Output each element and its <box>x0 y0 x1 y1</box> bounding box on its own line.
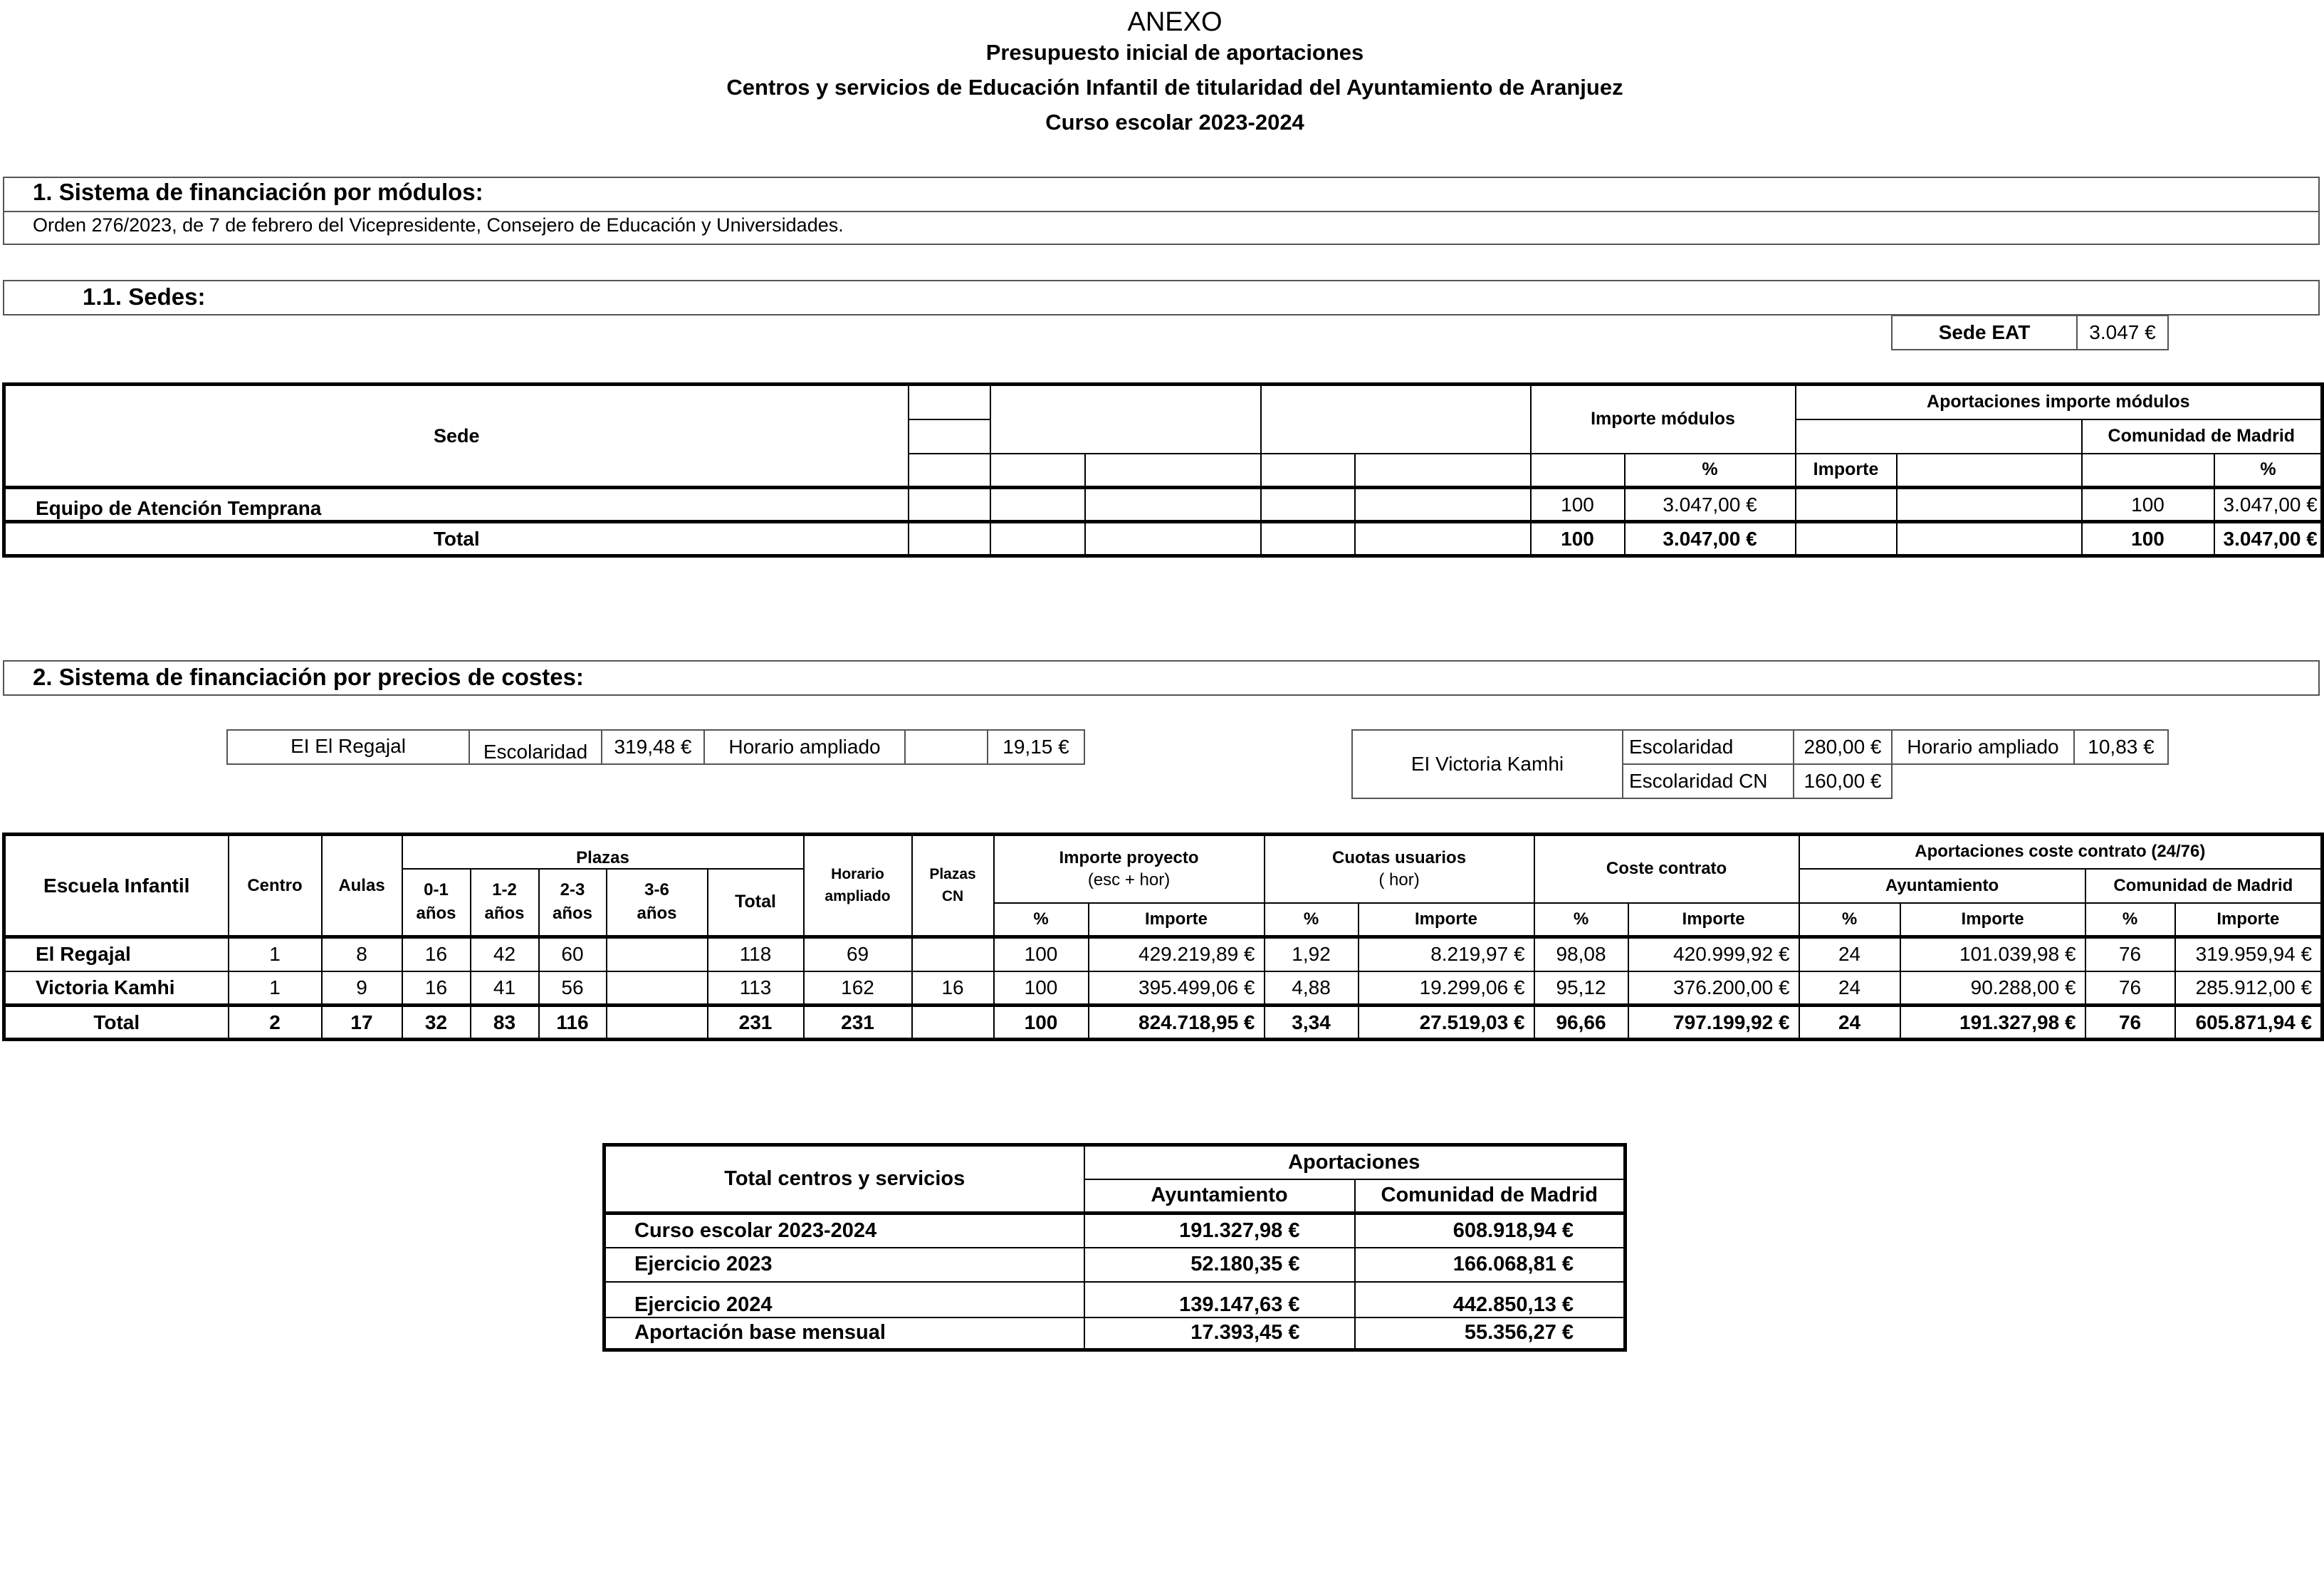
costes-row-cc-imp: 376.200,00 € <box>1628 971 1799 1006</box>
sedes-row-cm-importe: 3.047,00 € <box>2214 488 2323 522</box>
costes-row-cc-pct: 98,08 <box>1534 937 1628 971</box>
costes-h-ayto: Ayuntamiento <box>1799 869 2085 903</box>
victoria-hor-label: Horario ampliado <box>1892 730 2074 764</box>
sedes-total-pct: 100 <box>1531 522 1625 556</box>
costes-total-p01: 32 <box>402 1006 471 1040</box>
sedes-h-aportaciones: Aportaciones importe módulos <box>1796 385 2323 419</box>
sede-eat-value: 3.047 € <box>2077 315 2168 350</box>
table-total-row <box>4 1006 2323 1040</box>
costes-row-centro: 1 <box>229 937 322 971</box>
anexo-title: ANEXO <box>1127 7 1223 37</box>
costes-h-horario: Horario ampliado <box>804 835 912 937</box>
sedes-h-empty <box>2082 454 2214 488</box>
costes-h-plazas: Plazas <box>402 835 804 869</box>
sedes-total-importe: 3.047,00 € <box>1625 522 1796 556</box>
sedes-total-cm-pct: 100 <box>2082 522 2214 556</box>
costes-h-cu-pct: % <box>1265 903 1359 937</box>
sedes-h-empty <box>1355 454 1531 488</box>
costes-h-coste: Coste contrato <box>1534 835 1799 903</box>
costes-h-cm-imp: Importe <box>2175 903 2323 937</box>
costes-h-cc-imp: Importe <box>1628 903 1799 937</box>
costes-total-ay-imp: 191.327,98 € <box>1900 1006 2085 1040</box>
costes-table <box>2 833 2324 1041</box>
header-line2: Centros y servicios de Educación Infantil de titularidad del Ayuntamiento de Aranjuez <box>726 75 1623 100</box>
costes-row-cu-imp: 8.219,97 € <box>1359 937 1534 971</box>
victoria-esccn-value: 160,00 € <box>1794 764 1892 798</box>
costes-row-p36 <box>607 937 708 971</box>
sedes-table <box>2 382 2324 558</box>
sedes-h-empty <box>990 385 1261 454</box>
costes-total-horario: 231 <box>804 1006 912 1040</box>
costes-row-p01: 16 <box>402 971 471 1006</box>
costes-total-ay-pct: 24 <box>1799 1006 1900 1040</box>
sedes-h-empty <box>1531 454 1625 488</box>
sedes-h-empty <box>1796 419 2082 454</box>
table-row <box>4 488 2323 522</box>
summary-row-cm: 442.850,13 € <box>1355 1282 1626 1318</box>
costes-row-ay-imp: 101.039,98 € <box>1900 937 2085 971</box>
costes-row-cu-pct: 4,88 <box>1265 971 1359 1006</box>
sedes-h-empty <box>1261 454 1355 488</box>
costes-total-name: Total <box>4 1006 229 1040</box>
costes-total-aulas: 17 <box>322 1006 402 1040</box>
summary-row-cm: 55.356,27 € <box>1355 1318 1626 1350</box>
header-line1: Presupuesto inicial de aportaciones <box>985 40 1364 65</box>
sedes-h-sede: Sede <box>4 385 909 488</box>
costes-total-cn <box>912 1006 994 1040</box>
costes-total-cu-pct: 3,34 <box>1265 1006 1359 1040</box>
costes-h-ip-pct: % <box>994 903 1089 937</box>
costes-total-centro: 2 <box>229 1006 322 1040</box>
costes-total-p12: 83 <box>471 1006 539 1040</box>
summary-row-ayto: 17.393,45 € <box>1084 1318 1355 1350</box>
table-row <box>604 1248 1626 1282</box>
table-row <box>4 937 2323 971</box>
summary-row-label: Curso escolar 2023-2024 <box>604 1214 1084 1248</box>
summary-h-aportaciones: Aportaciones <box>1084 1145 1626 1179</box>
section1-orden: Orden 276/2023, de 7 de febrero del Vicepresidente, Consejero de Educación y Universidades. <box>33 214 844 236</box>
sedes-row-importe: 3.047,00 € <box>1625 488 1796 522</box>
regajal-price-box <box>226 729 1085 765</box>
summary-h-cm: Comunidad de Madrid <box>1355 1179 1626 1214</box>
sedes-h-empty <box>1261 385 1531 454</box>
costes-h-p12: 1-2 años <box>471 869 539 937</box>
costes-h-cu-imp: Importe <box>1359 903 1534 937</box>
costes-total-total: 231 <box>708 1006 804 1040</box>
sedes-h-pct: % <box>1625 454 1796 488</box>
regajal-esc-label: Escolaridad <box>469 730 602 764</box>
table-row <box>4 971 2323 1006</box>
summary-row-label: Aportación base mensual <box>604 1318 1084 1350</box>
victoria-esc-value: 280,00 € <box>1794 730 1892 764</box>
costes-row-cm-pct: 76 <box>2085 971 2175 1006</box>
costes-h-ay-pct: % <box>1799 903 1900 937</box>
costes-h-escuela: Escuela Infantil <box>4 835 229 937</box>
sedes-h-empty <box>1085 454 1261 488</box>
sedes-row-name: Equipo de Atención Temprana <box>4 488 909 522</box>
costes-total-cm-pct: 76 <box>2085 1006 2175 1040</box>
costes-row-ip-imp: 429.219,89 € <box>1089 937 1265 971</box>
sedes-h-empty <box>1897 454 2082 488</box>
sedes-total-cm-importe: 3.047,00 € <box>2214 522 2323 556</box>
sedes-row-pct: 100 <box>1531 488 1625 522</box>
costes-h-ip-imp: Importe <box>1089 903 1265 937</box>
costes-row-ay-pct: 24 <box>1799 937 1900 971</box>
costes-h-cc-pct: % <box>1534 903 1628 937</box>
costes-row-ip-pct: 100 <box>994 937 1089 971</box>
regajal-hor-label: Horario ampliado <box>704 730 905 764</box>
sedes-h-cm-pct: % <box>2214 454 2323 488</box>
regajal-name: EI El Regajal <box>227 730 469 764</box>
costes-total-cm-imp: 605.871,94 € <box>2175 1006 2323 1040</box>
summary-h-total: Total centros y servicios <box>604 1145 1084 1214</box>
sedes-h-empty <box>909 419 990 454</box>
costes-row-p01: 16 <box>402 937 471 971</box>
sedes-h-importe-modulos: Importe módulos <box>1531 385 1796 454</box>
section11-box <box>3 280 2320 315</box>
costes-row-ip-imp: 395.499,06 € <box>1089 971 1265 1006</box>
costes-row-total: 113 <box>708 971 804 1006</box>
costes-total-cc-imp: 797.199,92 € <box>1628 1006 1799 1040</box>
costes-h-plazascn: Plazas CN <box>912 835 994 937</box>
summary-row-cm: 608.918,94 € <box>1355 1214 1626 1248</box>
costes-row-cu-pct: 1,92 <box>1265 937 1359 971</box>
sedes-h-empty <box>909 454 990 488</box>
costes-h-aportaciones: Aportaciones coste contrato (24/76) <box>1799 835 2323 869</box>
costes-row-ip-pct: 100 <box>994 971 1089 1006</box>
costes-h-total: Total <box>708 869 804 937</box>
sedes-h-empty <box>990 454 1085 488</box>
summary-row-label: Ejercicio 2024 <box>604 1282 1084 1318</box>
costes-h-aulas: Aulas <box>322 835 402 937</box>
costes-h-importe-proyecto: Importe proyecto (esc + hor) <box>994 835 1265 903</box>
costes-h-cuotas: Cuotas usuarios ( hor) <box>1265 835 1534 903</box>
costes-total-cc-pct: 96,66 <box>1534 1006 1628 1040</box>
costes-total-ip-imp: 824.718,95 € <box>1089 1006 1265 1040</box>
costes-row-cm-imp: 285.912,00 € <box>2175 971 2323 1006</box>
costes-row-name: Victoria Kamhi <box>4 971 229 1006</box>
summary-h-ayto: Ayuntamiento <box>1084 1179 1355 1214</box>
summary-row-cm: 166.068,81 € <box>1355 1248 1626 1282</box>
costes-row-cc-pct: 95,12 <box>1534 971 1628 1006</box>
costes-row-horario: 162 <box>804 971 912 1006</box>
regajal-esc-value: 319,48 € <box>602 730 704 764</box>
sedes-total-name: Total <box>4 522 909 556</box>
section11-title: 1.1. Sedes: <box>83 283 206 310</box>
costes-total-p23: 116 <box>539 1006 607 1040</box>
sedes-h-importe: Importe <box>1796 454 1897 488</box>
section2-title: 2. Sistema de financiación por precios de costes: <box>33 664 584 690</box>
costes-total-cu-imp: 27.519,03 € <box>1359 1006 1534 1040</box>
header-line3: Curso escolar 2023-2024 <box>1045 110 1304 135</box>
costes-row-aulas: 8 <box>322 937 402 971</box>
costes-row-cc-imp: 420.999,92 € <box>1628 937 1799 971</box>
sede-eat-label: Sede EAT <box>1892 315 2077 350</box>
summary-table <box>602 1143 1627 1352</box>
victoria-esc-label: Escolaridad <box>1623 730 1794 764</box>
costes-row-p36 <box>607 971 708 1006</box>
summary-row-label: Ejercicio 2023 <box>604 1248 1084 1282</box>
costes-row-total: 118 <box>708 937 804 971</box>
costes-h-cm-pct: % <box>2085 903 2175 937</box>
costes-row-p12: 42 <box>471 937 539 971</box>
costes-h-centro: Centro <box>229 835 322 937</box>
summary-row-ayto: 52.180,35 € <box>1084 1248 1355 1282</box>
costes-row-aulas: 9 <box>322 971 402 1006</box>
costes-total-ip-pct: 100 <box>994 1006 1089 1040</box>
victoria-esccn-label: Escolaridad CN <box>1623 764 1794 798</box>
costes-row-p12: 41 <box>471 971 539 1006</box>
table-row <box>604 1214 1626 1248</box>
costes-h-p23: 2-3 años <box>539 869 607 937</box>
table-row <box>604 1282 1626 1318</box>
costes-h-cm: Comunidad de Madrid <box>2085 869 2323 903</box>
costes-row-ay-pct: 24 <box>1799 971 1900 1006</box>
costes-row-cn <box>912 937 994 971</box>
costes-h-p01: 0-1 años <box>402 869 471 937</box>
table-row <box>604 1318 1626 1350</box>
victoria-name: EI Victoria Kamhi <box>1352 730 1623 798</box>
costes-row-p23: 60 <box>539 937 607 971</box>
sedes-row-cm-pct: 100 <box>2082 488 2214 522</box>
costes-row-cn: 16 <box>912 971 994 1006</box>
summary-row-ayto: 139.147,63 € <box>1084 1282 1355 1318</box>
summary-row-ayto: 191.327,98 € <box>1084 1214 1355 1248</box>
victoria-price-box <box>1351 729 2169 799</box>
section1-title: 1. Sistema de financiación por módulos: <box>33 179 483 205</box>
costes-row-p23: 56 <box>539 971 607 1006</box>
regajal-hor-value: 19,15 € <box>988 730 1084 764</box>
costes-row-cu-imp: 19.299,06 € <box>1359 971 1534 1006</box>
costes-row-horario: 69 <box>804 937 912 971</box>
costes-row-cm-imp: 319.959,94 € <box>2175 937 2323 971</box>
sedes-h-cm: Comunidad de Madrid <box>2082 419 2323 454</box>
costes-row-centro: 1 <box>229 971 322 1006</box>
table-total-row <box>4 522 2323 556</box>
costes-h-p36: 3-6 años <box>607 869 708 937</box>
victoria-hor-value: 10,83 € <box>2074 730 2168 764</box>
costes-h-ay-imp: Importe <box>1900 903 2085 937</box>
costes-row-cm-pct: 76 <box>2085 937 2175 971</box>
costes-total-p36 <box>607 1006 708 1040</box>
sedes-h-empty <box>909 385 990 419</box>
sede-eat-box <box>1891 315 2169 350</box>
costes-row-name: El Regajal <box>4 937 229 971</box>
costes-row-ay-imp: 90.288,00 € <box>1900 971 2085 1006</box>
